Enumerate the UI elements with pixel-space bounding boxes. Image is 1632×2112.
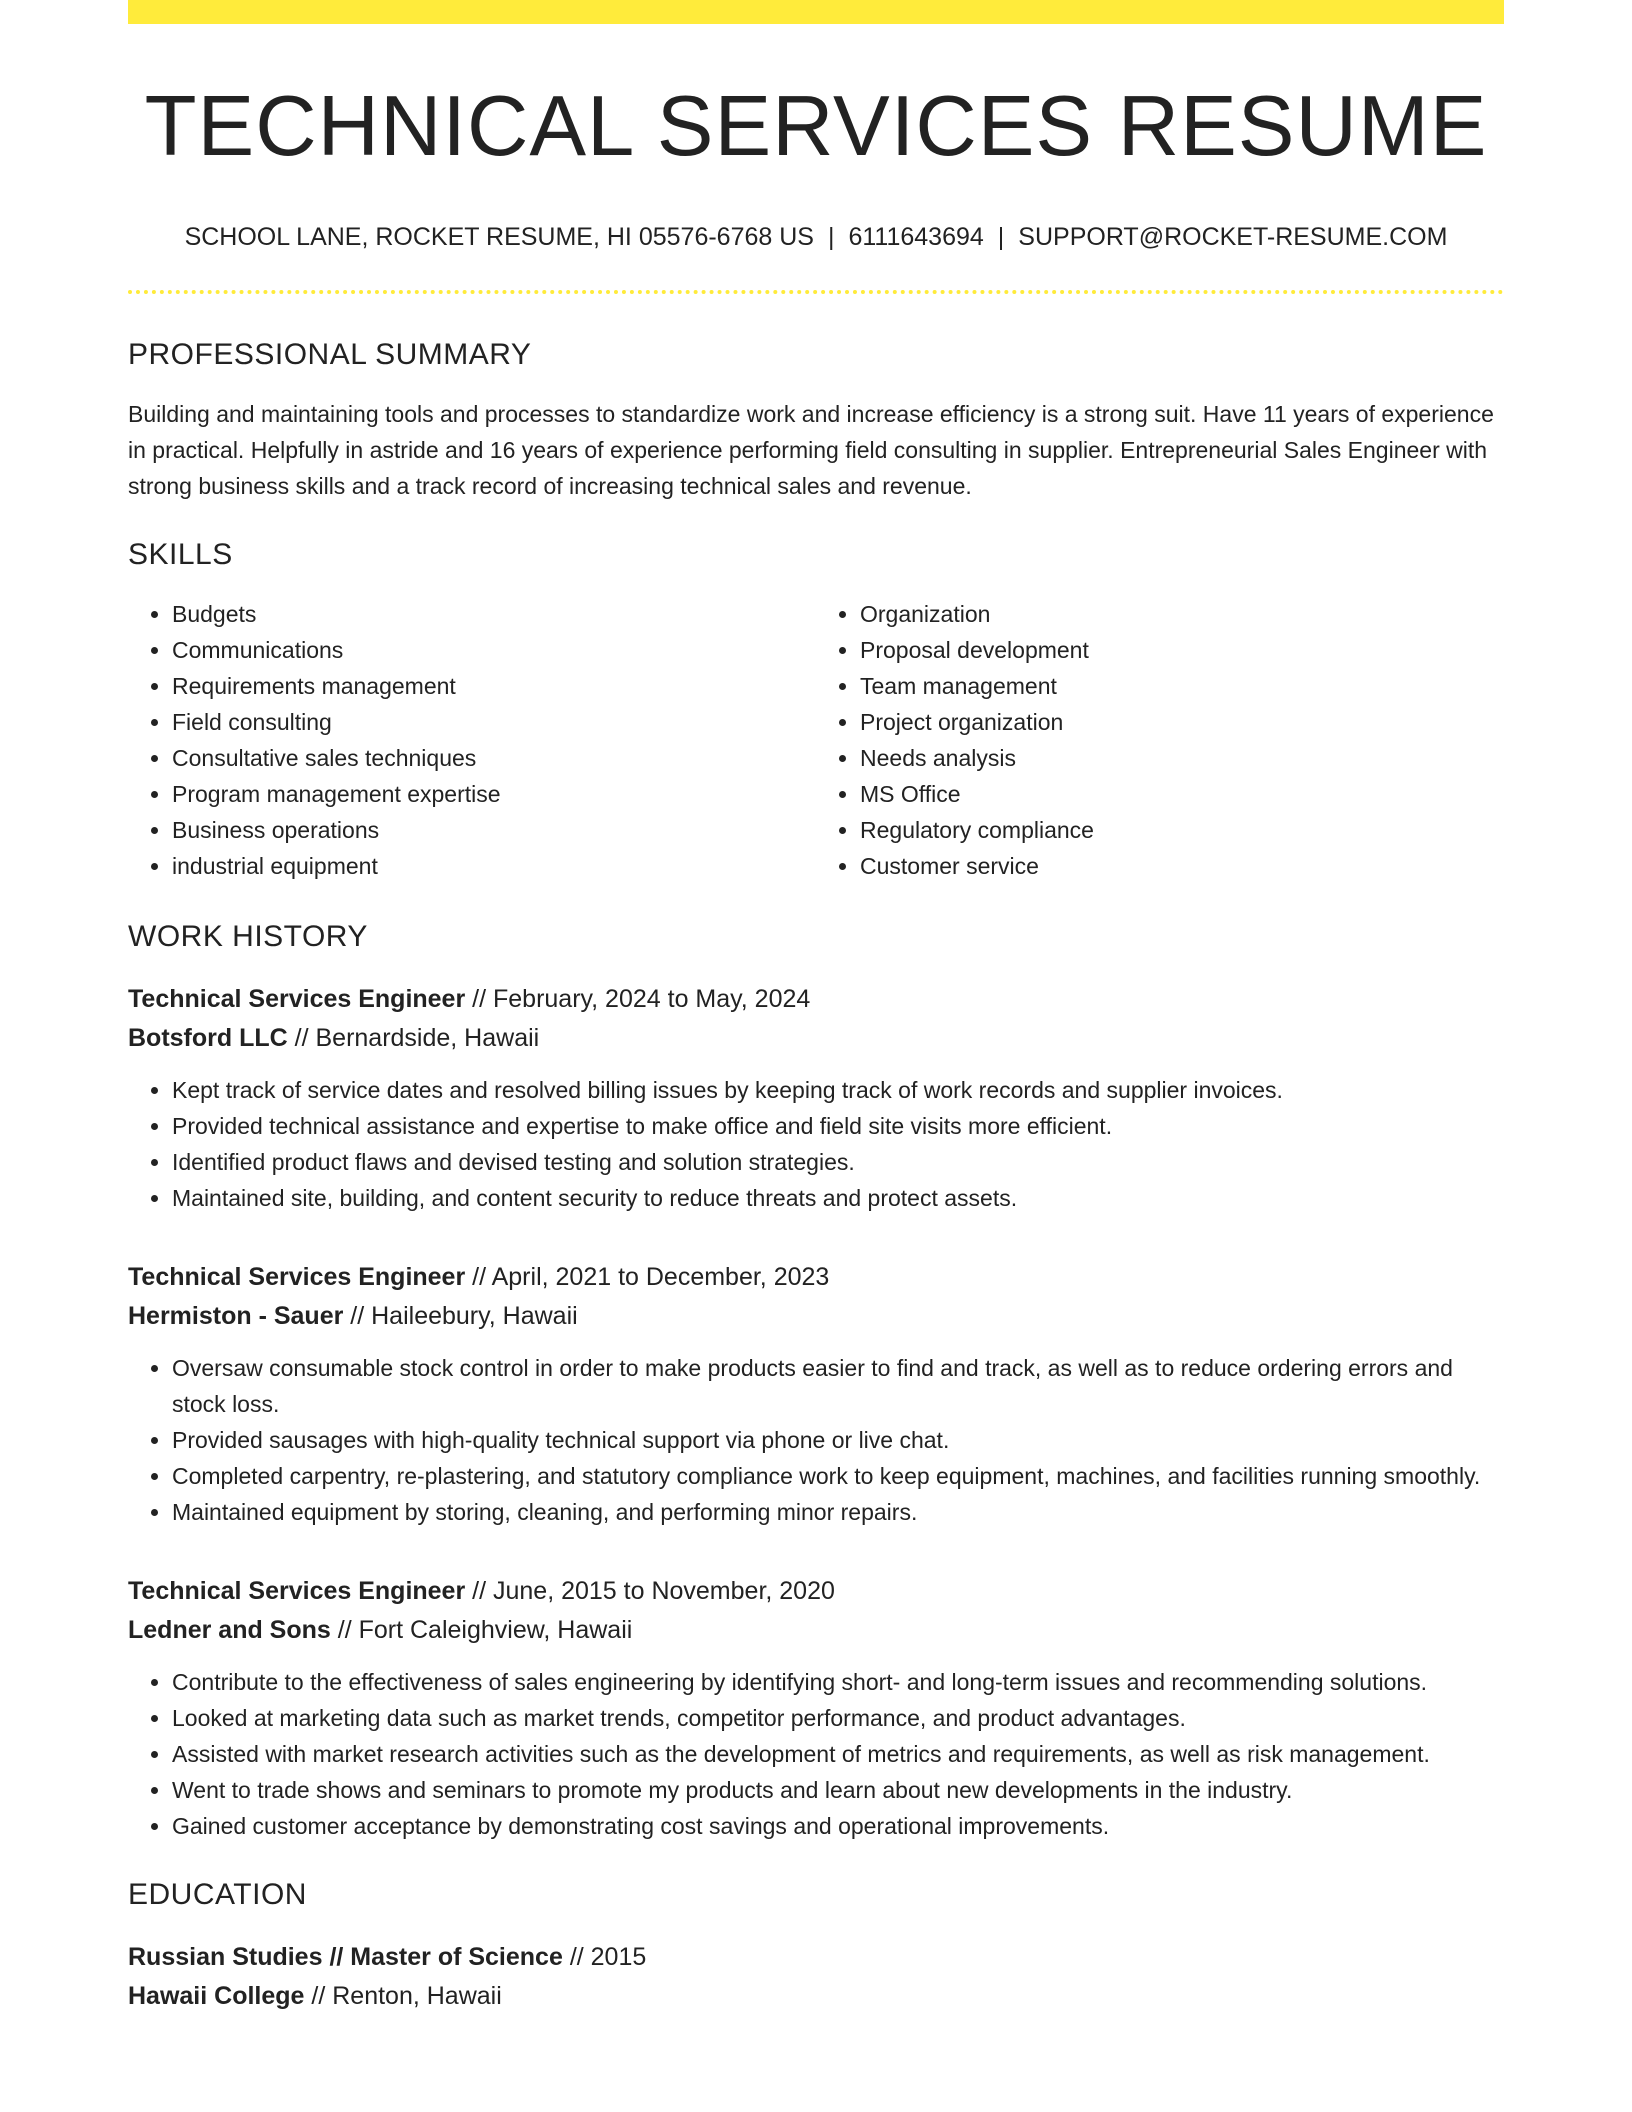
skill-item: • Customer service bbox=[860, 848, 1504, 884]
summary-text: Building and maintaining tools and processes to standardize work and increase efficiency is a strong suit. Have 11 years of experience in practical. Helpfully in astride and 16 years of experience performing field consulting in supplier. Entrepreneurial Sales Engineer with strong business skills and a track record of increasing technical sales and revenue. bbox=[128, 400, 1494, 499]
job-title: Technical Services Engineer bbox=[128, 1576, 466, 1605]
skill-item: • Program management expertise bbox=[172, 776, 816, 812]
job-bullets bbox=[128, 1350, 1504, 1530]
job-title: Technical Services Engineer bbox=[128, 984, 466, 1013]
job-bullet: • Assisted with market research activities such as the development of metrics and requirements, as well as risk management. bbox=[172, 1736, 1504, 1772]
job-bullet: • Kept track of service dates and resolved billing issues by keeping track of work records and supplier invoices. bbox=[172, 1072, 1504, 1108]
job-location: // Bernardside, Hawaii bbox=[287, 1023, 540, 1052]
education-entry bbox=[128, 1938, 1504, 2016]
skill-item: • Regulatory compliance bbox=[860, 812, 1504, 848]
job-bullet: • Maintained equipment by storing, cleaning, and performing minor repairs. bbox=[172, 1494, 1504, 1530]
work-history-heading: WORK HISTORY bbox=[128, 919, 368, 953]
job-bullet: • Provided sausages with high-quality technical support via phone or live chat. bbox=[172, 1422, 1504, 1458]
education-heading: EDUCATION bbox=[128, 1877, 307, 1911]
job-title-line bbox=[128, 1572, 1504, 1611]
job-title-line bbox=[128, 1258, 1504, 1297]
skill-item: • Field consulting bbox=[172, 704, 816, 740]
job-title: Technical Services Engineer bbox=[128, 1262, 466, 1291]
job-company: Ledner and Sons bbox=[128, 1615, 331, 1644]
job-bullet: • Identified product flaws and devised testing and solution strategies. bbox=[172, 1144, 1504, 1180]
header-divider bbox=[128, 290, 1504, 294]
skill-item: • Business operations bbox=[172, 812, 816, 848]
education-school: Hawaii College bbox=[128, 1981, 305, 2010]
accent-top-bar bbox=[128, 0, 1504, 24]
skill-item: • Budgets bbox=[172, 596, 816, 632]
job-bullet: • Contribute to the effectiveness of sales engineering by identifying short- and long-term issues and recommending solutions. bbox=[172, 1664, 1504, 1700]
skill-item: • Needs analysis bbox=[860, 740, 1504, 776]
job-entry bbox=[128, 980, 1504, 1216]
job-bullet: • Maintained site, building, and content security to reduce threats and protect assets. bbox=[172, 1180, 1504, 1216]
skill-item: • MS Office bbox=[860, 776, 1504, 812]
education-degree-line bbox=[128, 1938, 1504, 1977]
resume-page bbox=[128, 0, 1504, 2016]
contact-separator: | bbox=[827, 222, 835, 251]
summary-heading: PROFESSIONAL SUMMARY bbox=[128, 337, 532, 371]
skill-item: • Organization bbox=[860, 596, 1504, 632]
job-bullet: • Went to trade shows and seminars to promote my products and learn about new developments in the industry. bbox=[172, 1772, 1504, 1808]
skills-column-right bbox=[816, 596, 1504, 884]
contact-address: SCHOOL LANE, ROCKET RESUME, HI 05576-6768 US bbox=[184, 222, 814, 251]
job-location: // Haileebury, Hawaii bbox=[343, 1301, 578, 1330]
job-bullet: • Provided technical assistance and expertise to make office and field site visits more efficient. bbox=[172, 1108, 1504, 1144]
job-bullet: • Completed carpentry, re-plastering, and statutory compliance work to keep equipment, machines, and facilities running smoothly. bbox=[172, 1458, 1504, 1494]
skill-item: • Team management bbox=[860, 668, 1504, 704]
job-company: Hermiston - Sauer bbox=[128, 1301, 344, 1330]
job-bullet: • Gained customer acceptance by demonstrating cost savings and operational improvements. bbox=[172, 1808, 1504, 1844]
skills-column-left bbox=[128, 596, 816, 884]
education-location: // Renton, Hawaii bbox=[304, 1981, 502, 2010]
contact-phone[interactable]: 6111643694 bbox=[848, 222, 984, 251]
job-company-line bbox=[128, 1019, 1504, 1058]
education-school-line bbox=[128, 1977, 1504, 2016]
skill-item: • industrial equipment bbox=[172, 848, 816, 884]
job-bullets bbox=[128, 1072, 1504, 1216]
skills-heading: SKILLS bbox=[128, 537, 233, 571]
skill-item: • Proposal development bbox=[860, 632, 1504, 668]
skill-item: • Consultative sales techniques bbox=[172, 740, 816, 776]
skill-item: • Requirements management bbox=[172, 668, 816, 704]
job-bullets bbox=[128, 1664, 1504, 1844]
contact-email[interactable]: SUPPORT@ROCKET-RESUME.COM bbox=[1018, 222, 1448, 251]
skill-item: • Project organization bbox=[860, 704, 1504, 740]
contact-separator: | bbox=[997, 222, 1005, 251]
education-degree: Russian Studies // Master of Science bbox=[128, 1942, 563, 1971]
job-title-line bbox=[128, 980, 1504, 1019]
job-dates: // April, 2021 to December, 2023 bbox=[465, 1262, 830, 1291]
job-company: Botsford LLC bbox=[128, 1023, 288, 1052]
education-year: // 2015 bbox=[562, 1942, 647, 1971]
job-entry bbox=[128, 1258, 1504, 1530]
job-bullet: • Looked at marketing data such as market trends, competitor performance, and product advantages. bbox=[172, 1700, 1504, 1736]
contact-line bbox=[128, 222, 1504, 252]
resume-title: TECHNICAL SERVICES RESUME bbox=[144, 79, 1488, 174]
job-entry bbox=[128, 1572, 1504, 1844]
skills-list bbox=[128, 596, 1504, 884]
job-dates: // February, 2024 to May, 2024 bbox=[465, 984, 811, 1013]
job-location: // Fort Caleighview, Hawaii bbox=[330, 1615, 633, 1644]
skill-item: • Communications bbox=[172, 632, 816, 668]
job-company-line bbox=[128, 1297, 1504, 1336]
job-bullet: • Oversaw consumable stock control in order to make products easier to find and track, as well as to reduce ordering errors and stock loss. bbox=[172, 1350, 1504, 1422]
job-dates: // June, 2015 to November, 2020 bbox=[465, 1576, 835, 1605]
job-company-line bbox=[128, 1611, 1504, 1650]
